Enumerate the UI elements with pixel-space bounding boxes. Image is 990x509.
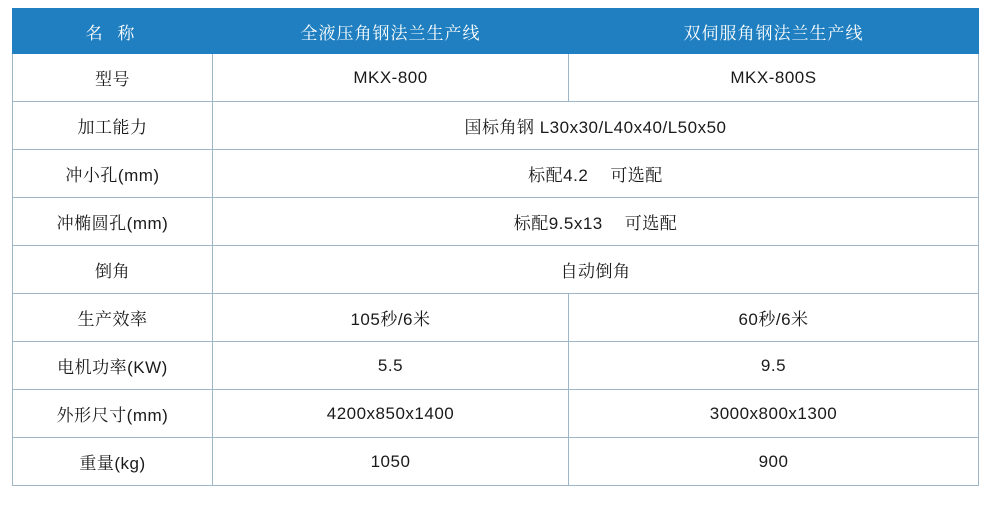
row-label-dimensions: 外形尺寸(mm) — [13, 390, 213, 438]
table-row — [13, 390, 979, 438]
row-label-small-hole: 冲小孔(mm) — [13, 150, 213, 198]
row-label-model: 型号 — [13, 54, 213, 102]
row-value-capacity: 国标角钢 L30x30/L40x40/L50x50 — [213, 102, 979, 150]
column-header-product-2: 双伺服角钢法兰生产线 — [569, 9, 979, 54]
row-value-dimensions-1: 4200x850x1400 — [213, 390, 569, 438]
row-label-weight: 重量(kg) — [13, 438, 213, 486]
column-header-name: 名 称 — [13, 9, 213, 54]
specification-table — [12, 8, 979, 486]
table-row — [13, 102, 979, 150]
row-label-motor-power: 电机功率(KW) — [13, 342, 213, 390]
column-header-product-1: 全液压角钢法兰生产线 — [213, 9, 569, 54]
table-row — [13, 294, 979, 342]
table-body — [13, 54, 979, 486]
row-value-motor-power-1: 5.5 — [213, 342, 569, 390]
table-row — [13, 150, 979, 198]
row-label-oval-hole: 冲椭圆孔(mm) — [13, 198, 213, 246]
row-value-efficiency-2: 60秒/6米 — [569, 294, 979, 342]
row-value-model-1: MKX-800 — [213, 54, 569, 102]
row-value-weight-1: 1050 — [213, 438, 569, 486]
oval-hole-optional: 可选配 — [624, 214, 678, 233]
table-header — [13, 9, 979, 54]
row-value-model-2: MKX-800S — [569, 54, 979, 102]
small-hole-standard: 标配4.2 — [528, 166, 589, 185]
row-value-oval-hole — [213, 198, 979, 246]
row-label-chamfer: 倒角 — [13, 246, 213, 294]
row-value-efficiency-1: 105秒/6米 — [213, 294, 569, 342]
table-row — [13, 342, 979, 390]
oval-hole-standard: 标配9.5x13 — [513, 214, 603, 233]
row-label-efficiency: 生产效率 — [13, 294, 213, 342]
row-value-chamfer: 自动倒角 — [213, 246, 979, 294]
table-row — [13, 246, 979, 294]
table-row — [13, 198, 979, 246]
table-row — [13, 438, 979, 486]
row-value-weight-2: 900 — [569, 438, 979, 486]
table-row — [13, 54, 979, 102]
row-value-dimensions-2: 3000x800x1300 — [569, 390, 979, 438]
table-header-row — [13, 9, 979, 54]
small-hole-optional: 可选配 — [610, 166, 663, 185]
row-label-capacity: 加工能力 — [13, 102, 213, 150]
row-value-motor-power-2: 9.5 — [569, 342, 979, 390]
row-value-small-hole — [213, 150, 979, 198]
